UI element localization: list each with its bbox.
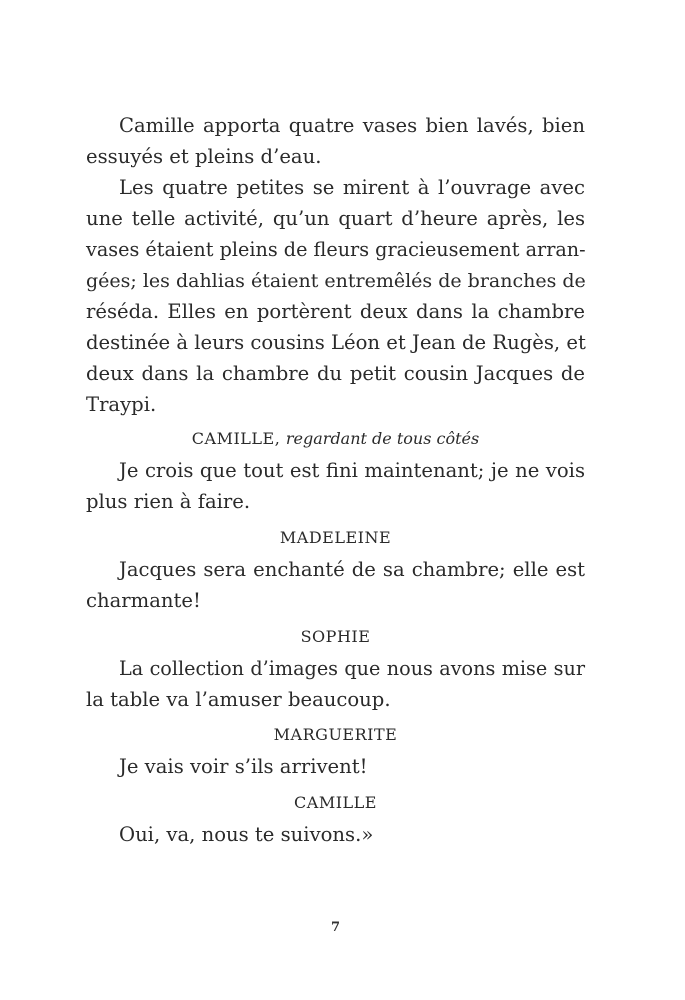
speaker-heading xyxy=(86,429,585,449)
speaker-name: CAMILLE, xyxy=(191,429,281,448)
page-number: 7 xyxy=(330,920,341,935)
dialogue-line: Je crois que tout est fini maintenant; je ne vois xyxy=(119,459,585,482)
speaker-heading xyxy=(86,793,585,813)
dialogue-line: charmante! xyxy=(86,589,201,612)
paragraph-2-line-2: une telle activité, qu’un quart d’heure après, les xyxy=(86,207,585,230)
paragraph-2-line-6: destinée à leurs cousins Léon et Jean de Rugès, et xyxy=(86,331,586,354)
paragraph-2-line-3: vases étaient pleins de fleurs gracieusement arran- xyxy=(86,238,586,261)
paragraph-2-line-8: Traypi. xyxy=(86,393,157,416)
speaker-name: SOPHIE xyxy=(300,627,371,646)
speaker-name: MARGUERITE xyxy=(273,725,398,744)
speaker-name: MADELEINE xyxy=(279,528,392,547)
paragraph-2-line-5: réséda. Elles en portèrent deux dans la chambre xyxy=(86,300,585,323)
book-page xyxy=(86,0,585,1000)
dialogue-line: La collection d’images que nous avons mise sur xyxy=(119,657,585,680)
speaker-heading xyxy=(86,725,585,745)
dialogue-line: Jacques sera enchanté de sa chambre; elle est xyxy=(119,558,585,581)
dialogue-line: Oui, va, nous te suivons.» xyxy=(119,823,374,846)
paragraph-1-line-1: Camille apporta quatre vases bien lavés, bien xyxy=(119,114,585,137)
speaker-name: CAMILLE xyxy=(294,793,377,812)
stage-direction: regardant de tous côtés xyxy=(285,429,480,448)
speaker-heading xyxy=(86,528,585,548)
dialogue-line: la table va l’amuser beaucoup. xyxy=(86,688,391,711)
paragraph-2-line-1: Les quatre petites se mirent à l’ouvrage avec xyxy=(119,176,585,199)
paragraph-2-line-7: deux dans la chambre du petit cousin Jacques de xyxy=(86,362,585,385)
dialogue-line: plus rien à faire. xyxy=(86,490,251,513)
paragraph-2-line-4: gées; les dahlias étaient entremêlés de branches de xyxy=(86,270,586,292)
dialogue-line: Je vais voir s’ils arrivent! xyxy=(119,755,368,778)
paragraph-1-line-2: essuyés et pleins d’eau. xyxy=(86,145,322,168)
speaker-heading xyxy=(86,627,585,647)
